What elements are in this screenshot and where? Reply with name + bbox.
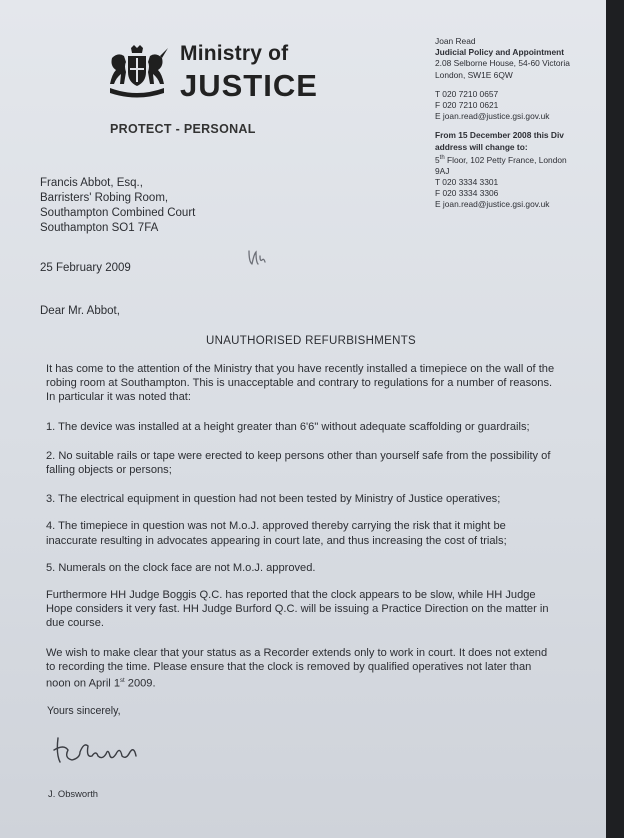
recipient-line1: Francis Abbot, Esq., [40, 177, 143, 189]
closing: Yours sincerely, [47, 705, 121, 717]
recipient-line4: Southampton SO1 7FA [40, 222, 159, 234]
royal-coat-of-arms-icon [104, 44, 170, 100]
sender-address-block [435, 36, 570, 211]
sender-address-line2: London, SW1E 6QW [435, 69, 513, 80]
salutation: Dear Mr. Abbot, [40, 305, 120, 317]
new-phone: T 020 3334 3301 [435, 177, 499, 188]
letter-body [46, 362, 556, 704]
new-email: E joan.read@justice.gsi.gov.uk [435, 199, 550, 210]
address-change-notice-line2: address will change to: [435, 141, 528, 152]
recipient-address-block [40, 176, 195, 236]
handwritten-signature-icon [50, 732, 150, 772]
signatory-name: J. Obsworth [48, 788, 99, 799]
logo-text-justice: JUSTICE [180, 68, 318, 103]
sender-phone: T 020 7210 0657 [435, 88, 499, 99]
body-point-3: 3. The electrical equipment in question had not been tested by Ministry of Justice operatives; [46, 493, 501, 506]
sender-address-line1: 2.08 Selborne House, 54-60 Victoria [435, 58, 570, 69]
body-intro: It has come to the attention of the Ministry that you have recently installed a timepiece on the wall of the robing room at Southampton. This is unacceptable and contrary to regulations for a number of reasons. In particular it was noted that: [46, 363, 555, 404]
body-furthermore: Furthermore HH Judge Boggis Q.C. has reported that the clock appears to be slow, while HH Judge Hope considers it very fast. HH Judge Burford Q.C. will be issuing a Practice Direction on the matter in due course. [46, 589, 549, 630]
letter-heading: UNAUTHORISED REFURBISHMENTS [206, 335, 417, 347]
address-change-notice-line1: From 15 December 2008 this Div [435, 130, 564, 141]
body-point-5: 5. Numerals on the clock face are not M.o.J. approved. [46, 561, 316, 574]
sender-name: Joan Read [435, 36, 476, 46]
sender-email: E joan.read@justice.gsi.gov.uk [435, 111, 550, 122]
body-point-1: 1. The device was installed at a height greater than 6'6" without adequate scaffolding or guardrails; [46, 420, 530, 433]
recipient-line3: Southampton Combined Court [40, 207, 196, 219]
sender-department: Judicial Policy and Appointment [435, 47, 565, 58]
handwritten-initials-icon [246, 248, 268, 268]
recipient-line2: Barristers' Robing Room, [40, 192, 169, 204]
new-address-line2: 9AJ [435, 165, 450, 176]
body-final-paragraph: We wish to make clear that your status as a Recorder extends only to work in court. It does not extend to recording the time. Please ensure that the clock is removed by qualified operatives not later than noon on April 1st 2009. [46, 646, 548, 690]
letter-date: 25 February 2009 [40, 262, 131, 274]
body-point-2: 2. No suitable rails or tape were erected to keep persons other than yourself safe from the possibility of falling objects or persons; [46, 449, 551, 477]
new-fax: F 020 3334 3306 [435, 188, 499, 199]
body-point-4: 4. The timepiece in question was not M.o.J. approved thereby carrying the risk that it might be inaccurate resulting in advocates appearing in court late, and thus increasing the cost of trials; [46, 520, 507, 547]
classification-label: PROTECT - PERSONAL [110, 122, 256, 136]
sender-fax: F 020 7210 0621 [435, 100, 499, 111]
new-address-line1: 5th Floor, 102 Petty France, London [435, 154, 567, 165]
logo-text-ministry-of: Ministry of [180, 42, 289, 65]
ministry-of-justice-logo [100, 38, 318, 108]
